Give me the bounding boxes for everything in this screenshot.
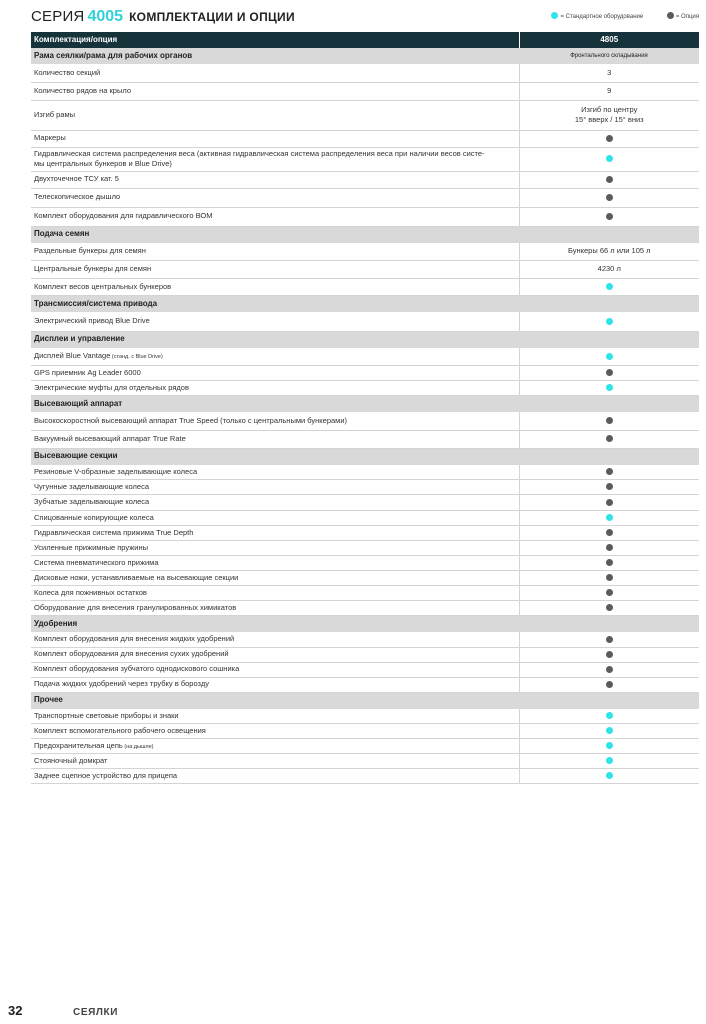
model-value — [519, 692, 699, 709]
feature-label: Предохранительная цепь (на дышле) — [31, 739, 519, 754]
model-value: Бункеры 66 л или 105 л — [519, 243, 699, 261]
section-header — [31, 48, 699, 64]
series-number: 4005 — [87, 8, 124, 25]
option-dot-icon — [606, 369, 613, 376]
model-value: 3 — [519, 64, 699, 82]
feature-label: Стояночный домкрат — [31, 754, 519, 769]
standard-dot-icon — [606, 727, 613, 734]
option-dot-icon — [606, 483, 613, 490]
footer-section: СЕЯЛКИ — [73, 1007, 118, 1018]
legend-standard: = Стандартное оборудование — [551, 14, 643, 20]
model-value — [519, 171, 699, 188]
section-header — [31, 226, 699, 243]
feature-label: Электрический привод Blue Drive — [31, 312, 519, 331]
table-row — [31, 64, 699, 82]
model-value — [519, 632, 699, 647]
table-row — [31, 82, 699, 100]
feature-label: Система пневматического прижима — [31, 556, 519, 571]
section-title: Прочее — [31, 692, 519, 709]
option-dot-icon — [606, 681, 613, 688]
standard-dot-icon — [606, 757, 613, 764]
feature-label: Комплект оборудования для внесения сухих удобрений — [31, 647, 519, 662]
table-row — [31, 632, 699, 647]
feature-label: Заднее сцепное устройство для прицепа — [31, 769, 519, 784]
feature-note: (на дышле) — [122, 743, 154, 750]
feature-label: Транспортные световые приборы и знаки — [31, 709, 519, 724]
standard-dot-icon — [606, 712, 613, 719]
feature-label: Гидравлическая система распределения веса (активная гидравлическая система распределения веса при наличии весов систе- мы центральных бункеров и Blue Drive) — [31, 147, 519, 171]
model-value — [519, 709, 699, 724]
model-value — [519, 279, 699, 296]
model-value — [519, 754, 699, 769]
legend-option: = Опция — [667, 14, 699, 20]
option-dot-icon — [606, 544, 613, 551]
model-value — [519, 147, 699, 171]
table-row — [31, 601, 699, 616]
table-row — [31, 480, 699, 495]
model-value — [519, 396, 699, 413]
section-header — [31, 448, 699, 465]
model-value — [519, 207, 699, 226]
model-value — [519, 647, 699, 662]
standard-dot-icon — [606, 155, 613, 162]
feature-label: Центральные бункеры для семян — [31, 261, 519, 279]
standard-dot-icon — [606, 772, 613, 779]
feature-label: Раздельные бункеры для семян — [31, 243, 519, 261]
table-row — [31, 662, 699, 677]
feature-label: Телескопическое дышло — [31, 188, 519, 207]
option-dot-icon — [606, 468, 613, 475]
model-value — [519, 331, 699, 348]
page-number: 32 — [8, 1003, 23, 1018]
model-value: Фронтального складывания — [519, 48, 699, 64]
option-dot-icon — [606, 435, 613, 442]
section-title: Высевающие секции — [31, 448, 519, 465]
section-title: Трансмиссия/система привода — [31, 296, 519, 313]
model-value — [519, 616, 699, 633]
table-row — [31, 188, 699, 207]
model-value — [519, 430, 699, 448]
model-value — [519, 312, 699, 331]
feature-label: Количество рядов на крыло — [31, 82, 519, 100]
feature-label: GPS приемник Ag Leader 6000 — [31, 366, 519, 381]
option-dot-icon — [606, 417, 613, 424]
feature-label: Чугунные заделывающие колеса — [31, 480, 519, 495]
table-row — [31, 430, 699, 448]
page-header — [31, 8, 699, 28]
table-row — [31, 348, 699, 366]
option-dot-icon — [606, 176, 613, 183]
model-value — [519, 541, 699, 556]
model-value — [519, 586, 699, 601]
table-row — [31, 412, 699, 430]
table-header — [31, 32, 699, 48]
table-row — [31, 130, 699, 147]
feature-label: Маркеры — [31, 130, 519, 147]
option-dot-icon — [606, 604, 613, 611]
model-value — [519, 556, 699, 571]
feature-label: Гидравлическая система прижима True Depth — [31, 526, 519, 541]
feature-label: Спицованные копирующие колеса — [31, 511, 519, 526]
table-row — [31, 465, 699, 480]
feature-label: Вакуумный высевающий аппарат True Rate — [31, 430, 519, 448]
feature-label: Электрические муфты для отдельных рядов — [31, 381, 519, 396]
standard-dot-icon — [606, 318, 613, 325]
standard-dot-icon — [551, 12, 558, 19]
model-value — [519, 601, 699, 616]
model-value — [519, 677, 699, 692]
table-row — [31, 677, 699, 692]
model-value — [519, 366, 699, 381]
table-row — [31, 709, 699, 724]
model-value — [519, 188, 699, 207]
option-dot-icon — [606, 589, 613, 596]
feature-label: Высокоскоростной высевающий аппарат True Speed (только с центральными бункерами) — [31, 412, 519, 430]
model-value — [519, 130, 699, 147]
table-row — [31, 724, 699, 739]
section-header — [31, 396, 699, 413]
table-row — [31, 261, 699, 279]
feature-label: Колеса для пожнивных остатков — [31, 586, 519, 601]
table-row — [31, 100, 699, 130]
model-value — [519, 381, 699, 396]
standard-dot-icon — [606, 283, 613, 290]
section-header — [31, 616, 699, 633]
table-row — [31, 366, 699, 381]
model-value — [519, 348, 699, 366]
option-dot-icon — [606, 666, 613, 673]
feature-label: Зубчатые заделывающие колеса — [31, 495, 519, 511]
model-value — [519, 226, 699, 243]
model-value — [519, 495, 699, 511]
model-value — [519, 662, 699, 677]
feature-label: Комплект оборудования для гидравлического ВОМ — [31, 207, 519, 226]
table-row — [31, 381, 699, 396]
option-dot-icon — [606, 499, 613, 506]
feature-note: (станд. с Blue Drive) — [110, 354, 163, 361]
page-subtitle: КОМПЛЕКТАЦИИ И ОПЦИИ — [129, 10, 295, 24]
table-row — [31, 511, 699, 526]
table-row — [31, 526, 699, 541]
option-dot-icon — [606, 529, 613, 536]
standard-dot-icon — [606, 742, 613, 749]
option-dot-icon — [606, 651, 613, 658]
feature-label: Усиленные прижимные пружины — [31, 541, 519, 556]
page-title — [31, 8, 295, 26]
feature-label: Двухточечное ТСУ кат. 5 — [31, 171, 519, 188]
model-value: Изгиб по центру 15° вверх / 15° вниз — [519, 100, 699, 130]
feature-label: Комплект оборудования для внесения жидких удобрений — [31, 632, 519, 647]
model-value — [519, 480, 699, 495]
section-header — [31, 692, 699, 709]
standard-dot-icon — [606, 514, 613, 521]
table-row — [31, 279, 699, 296]
model-value — [519, 571, 699, 586]
table-row — [31, 312, 699, 331]
feature-label: Комплект вспомогательного рабочего освещения — [31, 724, 519, 739]
standard-dot-icon — [606, 384, 613, 391]
table-row — [31, 171, 699, 188]
feature-label: Количество секций — [31, 64, 519, 82]
specs-table — [31, 32, 699, 784]
section-title: Подача семян — [31, 226, 519, 243]
model-value — [519, 724, 699, 739]
column-header-feature: Комплектация/опция — [31, 32, 519, 48]
feature-label: Оборудование для внесения гранулированных химикатов — [31, 601, 519, 616]
option-dot-icon — [606, 194, 613, 201]
option-dot-icon — [606, 559, 613, 566]
section-title: Высевающий аппарат — [31, 396, 519, 413]
series-word: СЕРИЯ — [31, 8, 85, 25]
feature-label: Дисковые ножи, устанавливаемые на высевающие секции — [31, 571, 519, 586]
option-dot-icon — [606, 574, 613, 581]
model-value — [519, 448, 699, 465]
table-row — [31, 586, 699, 601]
feature-label: Резиновые V-образные заделывающие колеса — [31, 465, 519, 480]
table-row — [31, 754, 699, 769]
model-value: 4230 л — [519, 261, 699, 279]
legend — [529, 13, 699, 20]
model-value — [519, 296, 699, 313]
model-value: 9 — [519, 82, 699, 100]
feature-label: Комплект весов центральных бункеров — [31, 279, 519, 296]
model-value — [519, 465, 699, 480]
section-title: Дисплеи и управление — [31, 331, 519, 348]
standard-dot-icon — [606, 353, 613, 360]
option-dot-icon — [606, 636, 613, 643]
feature-label: Подача жидких удобрений через трубку в борозду — [31, 677, 519, 692]
model-value — [519, 511, 699, 526]
table-row — [31, 739, 699, 754]
table-row — [31, 647, 699, 662]
table-row — [31, 495, 699, 511]
feature-label: Изгиб рамы — [31, 100, 519, 130]
option-dot-icon — [606, 135, 613, 142]
table-row — [31, 556, 699, 571]
section-header — [31, 331, 699, 348]
section-header — [31, 296, 699, 313]
table-row — [31, 207, 699, 226]
model-value — [519, 526, 699, 541]
model-value — [519, 769, 699, 784]
table-row — [31, 147, 699, 171]
model-value — [519, 739, 699, 754]
table-row — [31, 769, 699, 784]
section-title: Рама сеялки/рама для рабочих органов — [31, 48, 519, 64]
feature-label: Комплект оборудования зубчатого однодискового сошника — [31, 662, 519, 677]
section-title: Удобрения — [31, 616, 519, 633]
table-row — [31, 541, 699, 556]
model-value — [519, 412, 699, 430]
column-header-model: 4805 — [519, 32, 699, 48]
option-dot-icon — [667, 12, 674, 19]
option-dot-icon — [606, 213, 613, 220]
feature-label: Дисплей Blue Vantage (станд. с Blue Drive) — [31, 348, 519, 366]
table-row — [31, 243, 699, 261]
table-row — [31, 571, 699, 586]
